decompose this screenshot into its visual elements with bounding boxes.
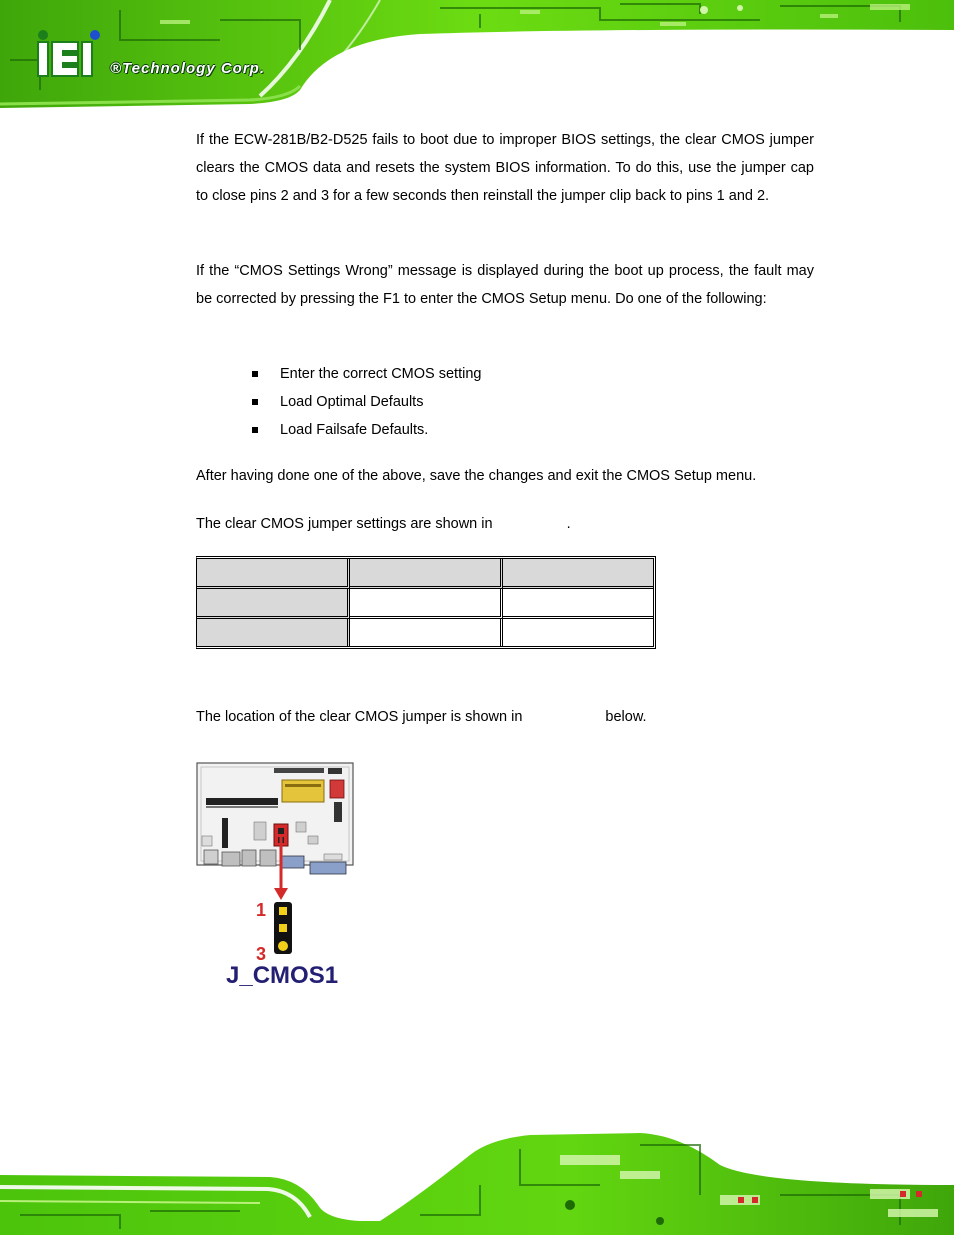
- table-cell: [503, 559, 653, 589]
- iei-logo-icon: [36, 30, 106, 78]
- table-cell: [350, 559, 503, 589]
- table-cell: [350, 619, 503, 646]
- table-cell: [197, 559, 350, 589]
- header-banner: [0, 0, 954, 112]
- settings-reference-line: The clear CMOS jumper settings are shown in .: [196, 516, 571, 532]
- jumper-settings-table: [196, 556, 656, 649]
- table-header-row: [197, 559, 653, 589]
- list-item: Load Optimal Defaults: [252, 388, 481, 416]
- bullet-square-icon: [252, 371, 258, 377]
- bullet-square-icon: [252, 399, 258, 405]
- table-row: [197, 589, 653, 619]
- table-cell: [350, 589, 503, 619]
- paragraph-cmos-wrong: If the “CMOS Settings Wrong” message is displayed during the boot up process, the fault may be corrected by pressing the F1 to enter the CMOS Setup menu. Do one of the following:: [196, 263, 814, 307]
- jumper-name-label: J_CMOS1: [226, 962, 339, 989]
- table-row: [197, 619, 653, 646]
- options-list: [252, 360, 481, 444]
- list-item: Load Failsafe Defaults.: [252, 416, 481, 444]
- bullet-square-icon: [252, 427, 258, 433]
- motherboard-diagram: [196, 762, 356, 962]
- company-name: ®Technology Corp.: [110, 60, 265, 77]
- circuit-board-footer: [0, 1125, 954, 1235]
- pin-3-label: 3: [256, 944, 267, 964]
- location-reference-line: The location of the clear CMOS jumper is shown in below.: [196, 709, 647, 725]
- paragraph-save-exit: After having done one of the above, save the changes and exit the CMOS Setup menu.: [196, 468, 757, 484]
- list-item: Enter the correct CMOS setting: [252, 360, 481, 388]
- table-cell: [197, 589, 350, 619]
- table-cell: [503, 619, 653, 646]
- pin-1-label: 1: [256, 900, 267, 920]
- table-cell: [197, 619, 350, 646]
- footer-banner: [0, 1125, 954, 1235]
- table-cell: [503, 589, 653, 619]
- circuit-board-banner: [0, 0, 954, 112]
- paragraph-clear-cmos: If the ECW-281B/B2-D525 fails to boot due to improper BIOS settings, the clear CMOS jumper clears the CMOS data and resets the system BIOS information. To do this, use the jumper cap to close pins 2 and 3 for a few seconds then reinstall the jumper clip back to pins 1 and 2.: [196, 132, 814, 204]
